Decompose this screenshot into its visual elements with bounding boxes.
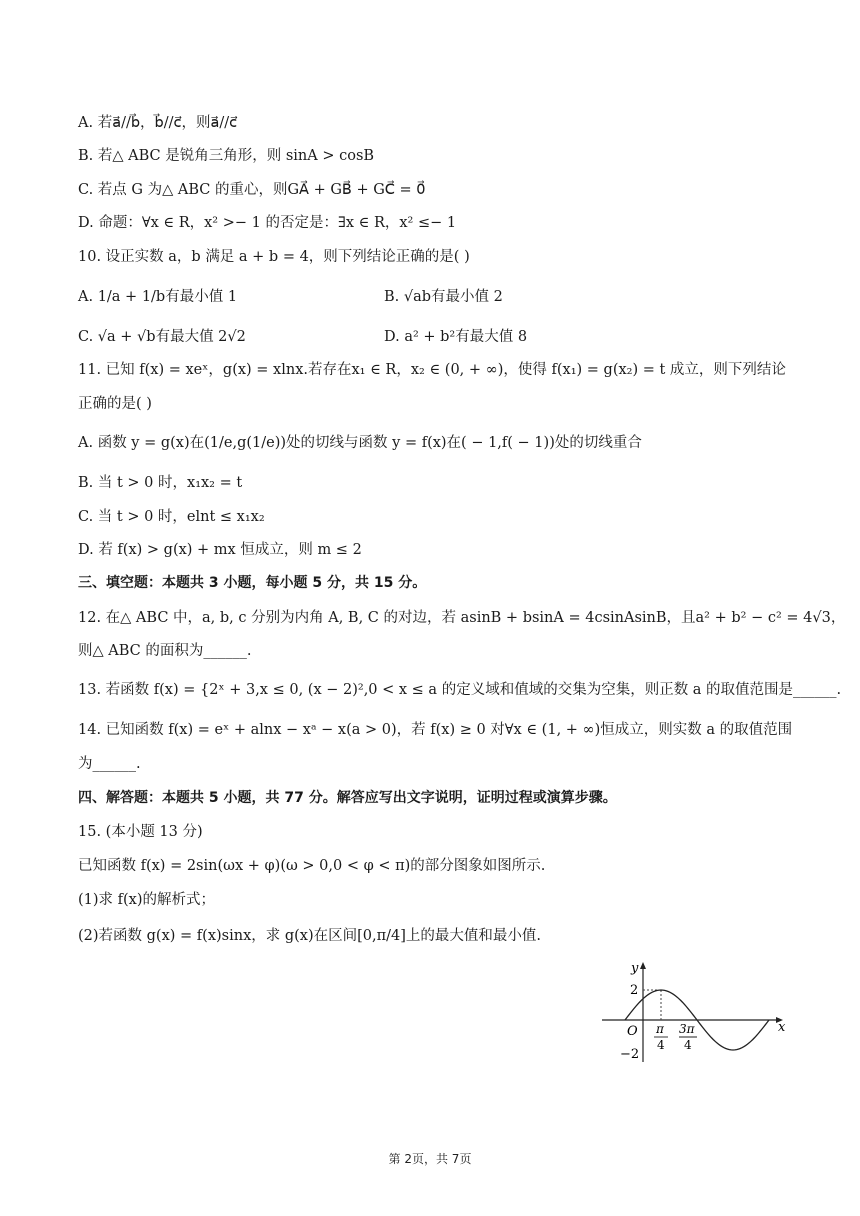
option-11d: D. 若 f(x) > g(x) + mx 恒成立，则 m ≤ 2 [78,542,362,558]
option-10c: C. √a + √b有最大值 2√2 [78,329,246,345]
option-11a: A. 函数 y = g(x)在(1/e,g(1/e))处的切线与函数 y = f(x)在( − 1,f( − 1))处的切线重合 [78,435,642,451]
question-15-part-2: (2)若函数 g(x) = f(x)sinx，求 g(x)在区间[0,π/4]上的最大值和最小值. [78,928,542,944]
question-15-stem: 已知函数 f(x) = 2sin(ωx + φ)(ω > 0,0 < φ < π)的部分图象如图所示. [78,858,546,874]
question-11: 11. 已知 f(x) = xeˣ，g(x) = xlnx.若存在x₁ ∈ R，x₂ ∈ (0, + ∞)，使得 f(x₁) = g(x₂) = t 成立，则下列结论 [78,362,786,378]
option-10b: B. √ab有最小值 2 [384,289,503,305]
x-axis-label: x [778,1020,786,1035]
page-footer: 第 2页，共 7页 [388,1152,472,1166]
question-12-cont: 则△ ABC 的面积为______. [78,643,252,659]
option-11b: B. 当 t > 0 时，x₁x₂ = t [78,475,243,491]
tick-label-pi-4-den: 4 [657,1038,665,1052]
question-11-cont: 正确的是( ) [78,396,152,412]
question-15-part-1: (1)求 f(x)的解析式； [78,892,216,908]
question-14-cont: 为______. [78,756,141,772]
option-9a: A. 若a⃗//b⃗，b⃗//c⃗，则a⃗//c⃗ [78,115,238,131]
option-9d: D. 命题：∀x ∈ R，x² >− 1 的否定是：∃x ∈ R，x² ≤− 1 [78,215,457,231]
question-13: 13. 若函数 f(x) = {2ˣ + 3,x ≤ 0, (x − 2)²,0 < x ≤ a 的定义域和值域的交集为空集，则正数 a 的取值范围是______. [78,682,842,698]
tick-label-3pi-4-num: 3π [679,1022,695,1036]
y-axis-label: y [631,961,639,976]
sine-graph [600,958,792,1068]
question-15-title: 15. (本小题 13 分) [78,824,203,840]
section-4-heading: 四、解答题：本题共 5 小题，共 77 分。解答应写出文字说明，证明过程或演算步骤。 [78,790,617,806]
option-11c: C. 当 t > 0 时，elnt ≤ x₁x₂ [78,509,265,525]
tick-label-neg2: −2 [620,1047,640,1062]
tick-label-pi-4-num: π [656,1022,664,1036]
question-10: 10. 设正实数 a，b 满足 a + b = 4，则下列结论正确的是( ) [78,249,470,265]
option-9b: B. 若△ ABC 是锐角三角形，则 sinA > cosB [78,148,375,164]
section-3-heading: 三、填空题：本题共 3 小题，每小题 5 分，共 15 分。 [78,575,427,591]
option-9c: C. 若点 G 为△ ABC 的重心，则GA⃗ + GB⃗ + GC⃗ = 0⃗ [78,182,426,198]
question-12: 12. 在△ ABC 中，a, b, c 分别为内角 A, B, C 的对边，若 asinB + bsinA = 4csinAsinB，且a² + b² − c² = 4√3， [78,610,846,626]
origin-label: O [627,1024,638,1039]
option-10a: A. 1/a + 1/b有最小值 1 [78,289,238,305]
tick-label-2: 2 [630,983,639,998]
option-10d: D. a² + b²有最大值 8 [384,329,528,345]
question-14: 14. 已知函数 f(x) = eˣ + alnx − xᵃ − x(a > 0)，若 f(x) ≥ 0 对∀x ∈ (1, + ∞)恒成立，则实数 a 的取值范围 [78,722,793,738]
y-axis-arrow [640,962,646,969]
tick-label-3pi-4-den: 4 [684,1038,692,1052]
